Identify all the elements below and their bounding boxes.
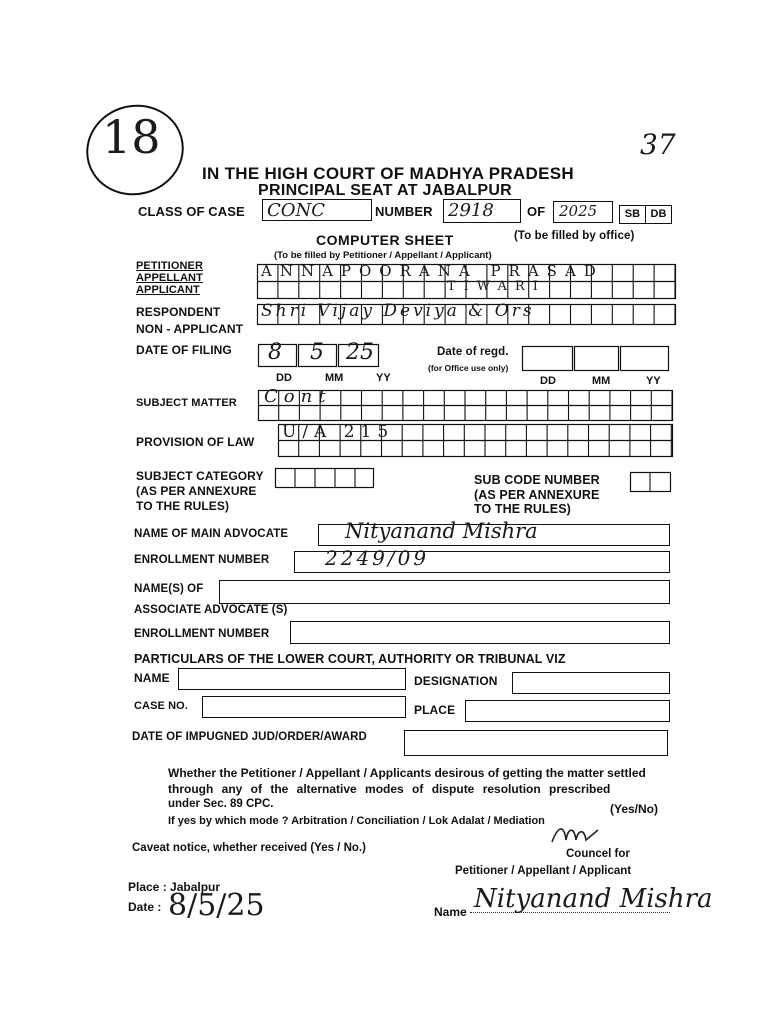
main-advocate-label: NAME OF MAIN ADVOCATE xyxy=(134,528,289,540)
case-number-field[interactable] xyxy=(443,199,521,223)
regd-col-mm: MM xyxy=(592,375,611,387)
filing-date-boxes[interactable] xyxy=(258,340,383,373)
main-advocate-field[interactable] xyxy=(318,519,670,546)
adr-line-1: Whether the Petitioner / Appellant / Applicants desirous of getting the matter settled xyxy=(168,766,646,780)
adr-line-3: under Sec. 89 CPC. xyxy=(168,798,274,810)
sub-code-label-3: TO THE RULES) xyxy=(474,502,571,516)
filing-mm: 5 xyxy=(310,340,324,365)
regd-col-yy: YY xyxy=(646,375,661,387)
lower-court-name-label: NAME xyxy=(134,671,170,685)
sub-code-label-2: (AS PER ANNEXURE xyxy=(474,488,600,502)
provision-of-law-label: PROVISION OF LAW xyxy=(136,435,255,449)
subject-category-label-1: SUBJECT CATEGORY xyxy=(136,469,264,483)
designation-field[interactable] xyxy=(512,672,670,694)
counsel-party: Petitioner / Appellant / Applicant xyxy=(455,865,632,877)
number-label: NUMBER xyxy=(375,204,433,219)
provision-grid[interactable] xyxy=(278,424,678,463)
respondent-grid[interactable] xyxy=(257,301,677,331)
name-footer-label: Name xyxy=(434,905,467,919)
class-of-case-field[interactable] xyxy=(262,199,372,221)
place-label: PLACE xyxy=(414,703,456,717)
impugned-date-label: DATE OF IMPUGNED JUD/ORDER/AWARD xyxy=(132,731,367,743)
class-of-case-value: CONC xyxy=(267,200,326,221)
class-of-case-label: CLASS OF CASE xyxy=(138,204,245,219)
subject-matter-value: Cont xyxy=(264,386,332,407)
case-no-field[interactable] xyxy=(202,696,406,718)
designation-label: DESIGNATION xyxy=(414,674,498,688)
sub-code-label-1: SUB CODE NUMBER xyxy=(474,473,600,487)
enrollment-number-field[interactable] xyxy=(294,546,670,573)
adr-line-2: through any of the alternative modes of dispute resolution prescribed xyxy=(168,782,611,796)
court-seat: PRINCIPAL SEAT AT JABALPUR xyxy=(258,182,513,199)
petitioner-label-2: APPELLANT xyxy=(136,272,203,284)
petitioner-name-line2: TIWARI xyxy=(447,279,546,294)
lower-court-heading: PARTICULARS OF THE LOWER COURT, AUTHORITY OR TRIBUNAL VIZ xyxy=(134,652,566,666)
date-of-filing-label: DATE OF FILING xyxy=(136,343,232,357)
caveat-notice: Caveat notice, whether received (Yes / No.) xyxy=(132,842,366,854)
filing-col-yy: YY xyxy=(376,372,391,384)
subject-category-label-2: (AS PER ANNEXURE xyxy=(136,484,257,498)
sheet-title: COMPUTER SHEET xyxy=(316,232,454,248)
date-footer-label: Date : xyxy=(128,900,162,914)
filing-dd: 8 xyxy=(268,340,282,365)
date-of-regd-label: Date of regd. xyxy=(437,346,509,358)
petitioner-name-line1: ANNAPOORANA PRASAD xyxy=(261,262,604,280)
of-label: OF xyxy=(527,204,546,219)
counsel-for: Councel for xyxy=(566,848,630,860)
adr-yes-no: (Yes/No) xyxy=(610,802,659,816)
bench-db[interactable]: DB xyxy=(645,205,672,224)
associate-advocate-field[interactable] xyxy=(219,580,670,604)
associate-label-1: NAME(S) OF xyxy=(134,583,204,595)
page-mark: 37 xyxy=(640,128,676,161)
impugned-date-field[interactable] xyxy=(404,730,668,756)
office-note: (To be filled by office) xyxy=(514,230,635,242)
regd-date-boxes[interactable] xyxy=(522,346,672,377)
petitioner-label-3: APPLICANT xyxy=(136,284,200,296)
name-footer-value: Nityanand Mishra xyxy=(474,884,713,914)
place-field[interactable] xyxy=(465,700,670,722)
court-title: IN THE HIGH COURT OF MADHYA PRADESH xyxy=(202,164,574,183)
bench-sb[interactable]: SB xyxy=(619,205,646,224)
subject-category-boxes[interactable] xyxy=(275,468,377,495)
subject-matter-label: SUBJECT MATTER xyxy=(136,397,237,409)
filing-col-mm: MM xyxy=(325,372,344,384)
filing-col-dd: DD xyxy=(276,372,292,384)
adr-line-4: If yes by which mode ? Arbitration / Conciliation / Lok Adalat / Mediation xyxy=(168,815,545,827)
respondent-label-1: RESPONDENT xyxy=(136,305,221,319)
lower-court-name-field[interactable] xyxy=(178,668,406,690)
subject-category-label-3: TO THE RULES) xyxy=(136,499,230,513)
petitioner-note: (To be filled by Petitioner / Appellant / Applicant) xyxy=(274,250,492,261)
case-no-label: CASE NO. xyxy=(134,700,188,712)
main-advocate-value: Nityanand Mishra xyxy=(345,519,538,543)
signature-icon xyxy=(548,822,608,848)
respondent-label-2: NON - APPLICANT xyxy=(136,322,244,336)
associate-label-2: ASSOCIATE ADVOCATE (S) xyxy=(134,604,288,616)
petitioner-label-1: PETITIONER xyxy=(136,260,204,272)
enrollment-number-2-label: ENROLLMENT NUMBER xyxy=(134,628,270,640)
case-year-field[interactable] xyxy=(553,201,613,223)
place-footer: Place : Jabalpur xyxy=(128,880,221,894)
enrollment-number-label: ENROLLMENT NUMBER xyxy=(134,554,270,566)
filing-stamp xyxy=(80,98,190,208)
stamp-number: 18 xyxy=(102,110,161,164)
filing-yy: 25 xyxy=(346,340,374,365)
respondent-value: Shri Vijay Deviya & Ors xyxy=(261,301,535,321)
office-use-only: (for Office use only) xyxy=(428,363,509,373)
petitioner-grid[interactable] xyxy=(257,264,677,305)
provision-value: U/A 215 xyxy=(282,422,395,442)
sub-code-boxes[interactable] xyxy=(630,472,674,499)
enrollment-number-2-field[interactable] xyxy=(290,621,670,644)
case-year-value: 2025 xyxy=(559,202,598,220)
date-footer-value: 8/5/25 xyxy=(168,888,265,923)
case-number-value: 2918 xyxy=(448,200,494,221)
enrollment-number-value: 2249/09 xyxy=(325,546,430,570)
regd-col-dd: DD xyxy=(540,375,556,387)
